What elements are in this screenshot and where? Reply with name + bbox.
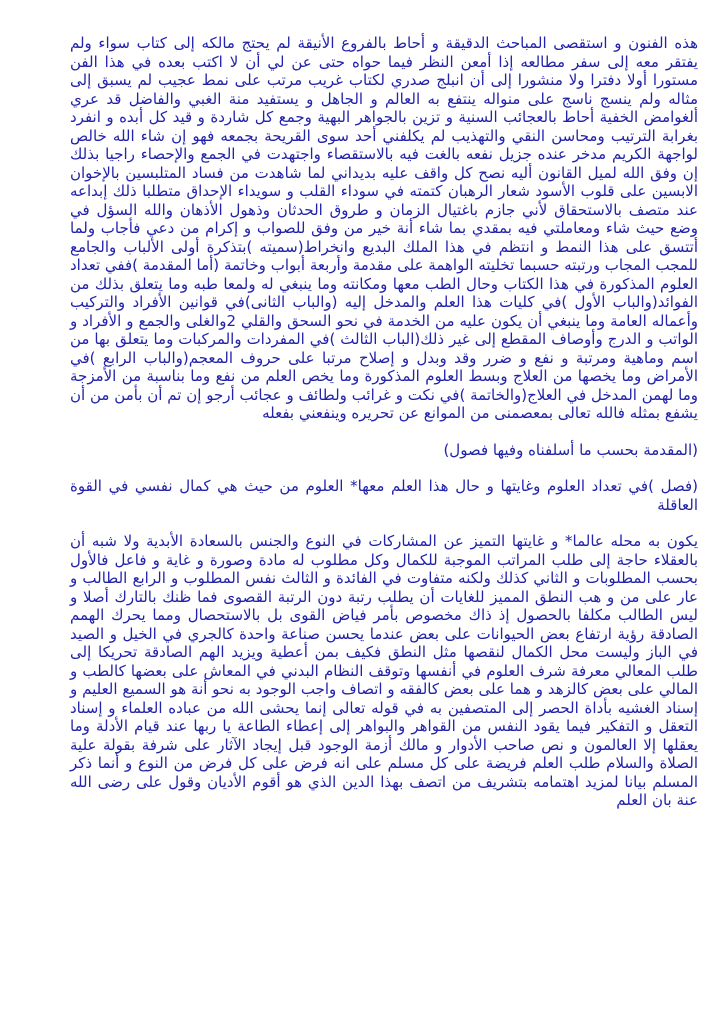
body-paragraph: يكون به محله عالما* و غايتها التميز عن المشاركات في النوع والجنس بالسعادة الأبدية ولا شبه أن بالعقلاء حاجة إلى طلب المراتب الموجبة للكمال وكل مطلوب له مادة وصورة و غاية و فاعل فالأول بحسب المطلوبات و الثاني كذلك ولكنه متفاوت في الفائدة و الثالث نفس المطلوب و الرابع الطالب و عار على من و هب النطق المميز للغايات أن يطلب رتبة دون الرتبة القصوى فما ظنك بالتارك أصلا و ليس الطالب مكلفا بالحصول إذ ذاك مخصوص بأمر فياض القوى بل بالاستحصال ومما يحرك الهمم الصادقة رؤية ارتفاع بعض الحيوانات على بعض عندما يحسن صناعة واحدة كالجري في الخيل و الصيد في الباز وليست محل الكمال لنقصها مثل النطق فكيف بمن أعطية ويزيد الهم الصادقة تحريكا إلى طلب المعالي معرفة شرف العلوم في أنفسها وتوقف النظام البدني في المعاش على بعضها كالطب و المالي على بعض كالزهد و هما على بعض كالفقه و اتصاف واجب الوجود به نحو أنة هو السميع العليم و إسناد الغشيه بأداة الحصر إلى المتصفين به في قوله تعالى إنما يحشى الله من عباده العلماء و إسناد التعقل و التفكير فيما يقود النفس من القواهر والبواهر إلى إعطاء الطاعة يا ربها عند قيام الأدلة وما يعقلها إلا العالمون و نص صاحب الأدوار و مالك أزمة الوجود قبل إيجاد الآثار على شرفة بقولة علية الصلاة والسلام طلب العلم فريضة على كل مسلم على انه فرض على كل فرض من النوع و أنما ذكر المسلم بيانا لمزيد اهتمامه بتشريف من اتصف بهذا الدين الذي هو أقوم الأديان وقول على رضى الله عنة بان العلم [70, 532, 698, 809]
document-page [0, 34, 728, 810]
section-heading: (فصل )في تعداد العلوم وغايتها و حال هذا العلم معها* العلوم من حيث هي كمال نفسي في القوة العاقلة [70, 477, 698, 514]
introduction-heading: (المقدمة بحسب ما أسلفناه وفيها فصول) [443, 440, 698, 459]
intro-paragraph: هذه الفنون و استقصى المباحث الدقيقة و أحاط بالفروع الأنيقة لم يحتج مالكه إلى كتاب سواء ولم يفتقر معه إلى سفر مطالعه إذا أمعن النظر فيما حواه حتى عن لي أن لا اكتب بعده في هذا الفن مستورا أولا دفترا ولا منشورا إلى أن انبلج صدري لكتاب غريب مرتب على نمط عجيب لم يسبق إلى مثاله ولم ينسج ناسج على منواله ينتفع به العالم و الجاهل و يستفيد منة الغبي والفاضل قد عري ألغوامض الخفية أحاط بالعجائب السنية و تزين بالجواهر البهية وجمع كل شاردة و قيد كل أبده و انفرد بغرابة الترتيب ومحاسن النقي والتهذيب لم يكلفني أحد سوى القريحة بجمعه فهو إن شاء الله خالص لواجهة الكريم مدخر عنده جزيل نفعه بالغت فيه بالاستقصاء واجتهدت في الجمع والإحصاء راجيا بذلك إن وفق الله لميل القانون أليه نصح كل واقف عليه بديداني لما شاهدت من فساد المتلبسين بالإخوان الابسين على قلوب الأسود شعار الرهبان كتمته في سوداء القلب و سويداء الإحداق متطلبا ذلك إبداعه عند متصف بالاستحقاق لأني جازم باغتيال الزمان و طروق الحدثان وذهول الأذهان والله السؤل في وضع حيث شاء ومعاملتي فيه بمقدي بما شاء أنة خير من وفق للصواب و إكرام من دعي فأجاب ولما أتتسق على هذا النمط و انتظم في هذا الملك البديع وانخراط(سميته )بتذكرة أولى الألباب والجامع للمجب المجاب ورتبته حسبما تخليته الواهمة على مقدمة وأربعة أبواب وخاتمة (أما المقدمة )ففي تعداد العلوم المذكورة في هذا الكتاب وحال الطب معها ومكانته وما ينبغي له ولمعا طبه وما يتعلق بذلك من الفوائد(والباب الأول )في كليات هذا العلم والمدخل إليه (والباب الثانى)في قوانين الأفراد والتركيب وأعماله العامة وما ينبغي أن يكون عليه من الخدمة في نحو السحق والقلي 2والغلى والجمع و الأفراد و الواتب و الدرج وأوصاف المقطع إلى غير ذلك(الباب الثالث )في المفردات والمركبات وما يتعلق بها من اسم وماهية ومرتبة و نفع و ضرر وقد وبدل و إصلاح مرتبا على حروف المعجم(والباب الرابع )في الأمراض وما يخصها من العلاج وبسط العلوم المذكورة وما يخص العلم من نفع وما بناسبة من الأمزجة وما لهمن المدخل في العلاج(والخاتمة )في نكت و غرائب ولطائف و عجائب أرجو إن تم أن بأمن من أن يشفع بمثله فالله تعالى بمعصمنى من الموانع عن تحريره وينفعني بفعله [70, 34, 698, 422]
